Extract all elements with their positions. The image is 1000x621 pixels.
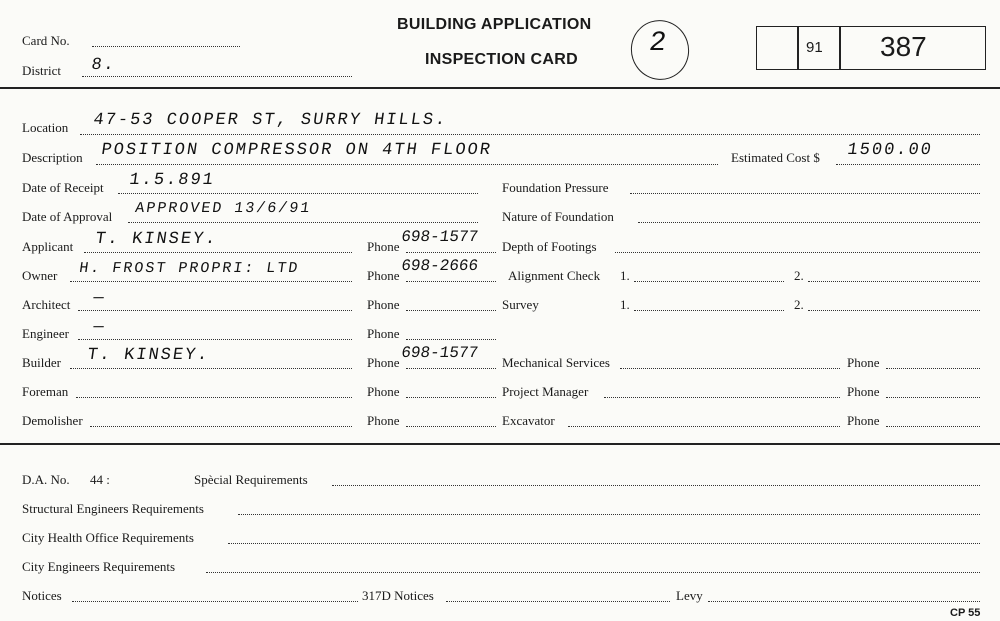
demolisher-label: Demolisher <box>22 413 83 428</box>
architect-label: Architect <box>22 297 71 312</box>
date-approval-label: Date of Approval <box>22 209 113 224</box>
date-receipt-line[interactable] <box>118 193 478 194</box>
structural-requirements-line[interactable] <box>238 514 980 515</box>
applicant-value: T. KINSEY. <box>94 230 219 249</box>
architect-value: — <box>92 289 107 308</box>
survey-line-1[interactable] <box>634 310 784 311</box>
location-value: 47-53 COOPER ST, SURRY HILLS. <box>92 111 449 130</box>
estimated-cost-value: 1500.00 <box>846 141 935 160</box>
owner-phone-line[interactable] <box>406 281 496 282</box>
engineer-value: — <box>92 318 107 337</box>
architect-phone-label: Phone <box>367 297 400 312</box>
foreman-line[interactable] <box>76 397 352 398</box>
estimated-cost-line[interactable] <box>836 164 980 165</box>
da-no-label: D.A. No. <box>22 472 70 487</box>
notices-317d-line[interactable] <box>446 601 670 602</box>
survey-num-2: 2. <box>794 297 804 312</box>
header-rule <box>0 87 1000 89</box>
builder-phone-value: 698-1577 <box>400 344 480 362</box>
engineer-phone-label: Phone <box>367 326 400 341</box>
owner-label: Owner <box>22 268 58 283</box>
special-requirements-line[interactable] <box>332 485 980 486</box>
district-value: 8. <box>90 56 118 75</box>
depth-footings-line[interactable] <box>615 252 980 253</box>
notices-label: Notices <box>22 588 62 603</box>
nature-foundation-line[interactable] <box>638 222 980 223</box>
card-no-label: Card No. <box>22 33 70 48</box>
description-label: Description <box>22 150 83 165</box>
mechanical-phone-label: Phone <box>847 355 880 370</box>
notices-317d-label: 317D Notices <box>362 588 434 603</box>
depth-footings-label: Depth of Footings <box>502 239 597 254</box>
alignment-num-1: 1. <box>620 268 630 283</box>
nature-foundation-label: Nature of Foundation <box>502 209 614 224</box>
applicant-line[interactable] <box>84 252 352 253</box>
card-number-box <box>756 26 986 70</box>
foundation-pressure-label: Foundation Pressure <box>502 180 609 195</box>
foundation-pressure-line[interactable] <box>630 193 980 194</box>
mechanical-services-label: Mechanical Services <box>502 355 610 370</box>
foreman-label: Foreman <box>22 384 69 399</box>
description-value: POSITION COMPRESSOR ON 4TH FLOOR <box>100 141 494 160</box>
architect-phone-line[interactable] <box>406 310 496 311</box>
architect-line[interactable] <box>78 310 352 311</box>
date-receipt-label: Date of Receipt <box>22 180 104 195</box>
owner-line[interactable] <box>70 281 352 282</box>
builder-phone-line[interactable] <box>406 368 496 369</box>
alignment-line-2[interactable] <box>808 281 980 282</box>
date-receipt-value: 1.5.891 <box>128 171 217 190</box>
box-divider-1 <box>797 26 799 70</box>
excavator-label: Excavator <box>502 413 555 428</box>
mechanical-services-line[interactable] <box>620 368 840 369</box>
applicant-phone-value: 698-1577 <box>400 228 480 246</box>
builder-line[interactable] <box>70 368 352 369</box>
alignment-check-label: Alignment Check <box>508 268 601 283</box>
box-small-number: 91 <box>806 39 823 56</box>
city-engineers-requirements-line[interactable] <box>206 572 980 573</box>
district-label: District <box>22 63 61 78</box>
engineer-phone-line[interactable] <box>406 339 496 340</box>
excavator-phone-line[interactable] <box>886 426 980 427</box>
builder-label: Builder <box>22 355 61 370</box>
title-line-2: INSPECTION CARD <box>425 51 578 68</box>
card-no-line[interactable] <box>92 46 240 47</box>
box-large-number: 387 <box>880 31 927 62</box>
box-divider-2 <box>839 26 841 70</box>
project-manager-phone-line[interactable] <box>886 397 980 398</box>
alignment-line-1[interactable] <box>634 281 784 282</box>
health-requirements-line[interactable] <box>228 543 980 544</box>
engineer-label: Engineer <box>22 326 69 341</box>
location-label: Location <box>22 120 69 135</box>
owner-phone-label: Phone <box>367 268 400 283</box>
applicant-phone-line[interactable] <box>406 252 496 253</box>
city-engineers-requirements-label: City Engineers Requirements <box>22 559 176 574</box>
date-approval-line[interactable] <box>128 222 478 223</box>
demolisher-phone-label: Phone <box>367 413 400 428</box>
foreman-phone-label: Phone <box>367 384 400 399</box>
circled-number: 2 <box>647 28 671 59</box>
survey-label: Survey <box>502 297 539 312</box>
date-approval-value: APPROVED 13/6/91 <box>134 200 313 217</box>
da-no-value: 44 : <box>90 472 110 487</box>
levy-label: Levy <box>676 588 703 603</box>
mechanical-phone-line[interactable] <box>886 368 980 369</box>
builder-phone-label: Phone <box>367 355 400 370</box>
structural-requirements-label: Structural Engineers Requirements <box>22 501 204 516</box>
survey-num-1: 1. <box>620 297 630 312</box>
excavator-line[interactable] <box>568 426 840 427</box>
applicant-phone-label: Phone <box>367 239 400 254</box>
owner-phone-value: 698-2666 <box>400 257 480 275</box>
form-code: CP 55 <box>950 607 981 619</box>
owner-value: H. FROST PROPRI: LTD <box>78 260 301 277</box>
survey-line-2[interactable] <box>808 310 980 311</box>
mid-rule <box>0 443 1000 445</box>
levy-line[interactable] <box>708 601 980 602</box>
title-line-1: BUILDING APPLICATION <box>397 16 592 33</box>
notices-line[interactable] <box>72 601 358 602</box>
demolisher-line[interactable] <box>90 426 352 427</box>
foreman-phone-line[interactable] <box>406 397 496 398</box>
health-requirements-label: City Health Office Requirements <box>22 530 194 545</box>
demolisher-phone-line[interactable] <box>406 426 496 427</box>
alignment-num-2: 2. <box>794 268 804 283</box>
applicant-label: Applicant <box>22 239 74 254</box>
engineer-line[interactable] <box>78 339 352 340</box>
district-line[interactable] <box>82 76 352 77</box>
excavator-phone-label: Phone <box>847 413 880 428</box>
description-line[interactable] <box>96 164 718 165</box>
builder-value: T. KINSEY. <box>86 346 211 365</box>
estimated-cost-label: Estimated Cost $ <box>731 150 820 165</box>
special-requirements-label: Spècial Requirements <box>194 472 308 487</box>
project-manager-phone-label: Phone <box>847 384 880 399</box>
project-manager-line[interactable] <box>604 397 840 398</box>
location-line[interactable] <box>80 134 980 135</box>
project-manager-label: Project Manager <box>502 384 589 399</box>
